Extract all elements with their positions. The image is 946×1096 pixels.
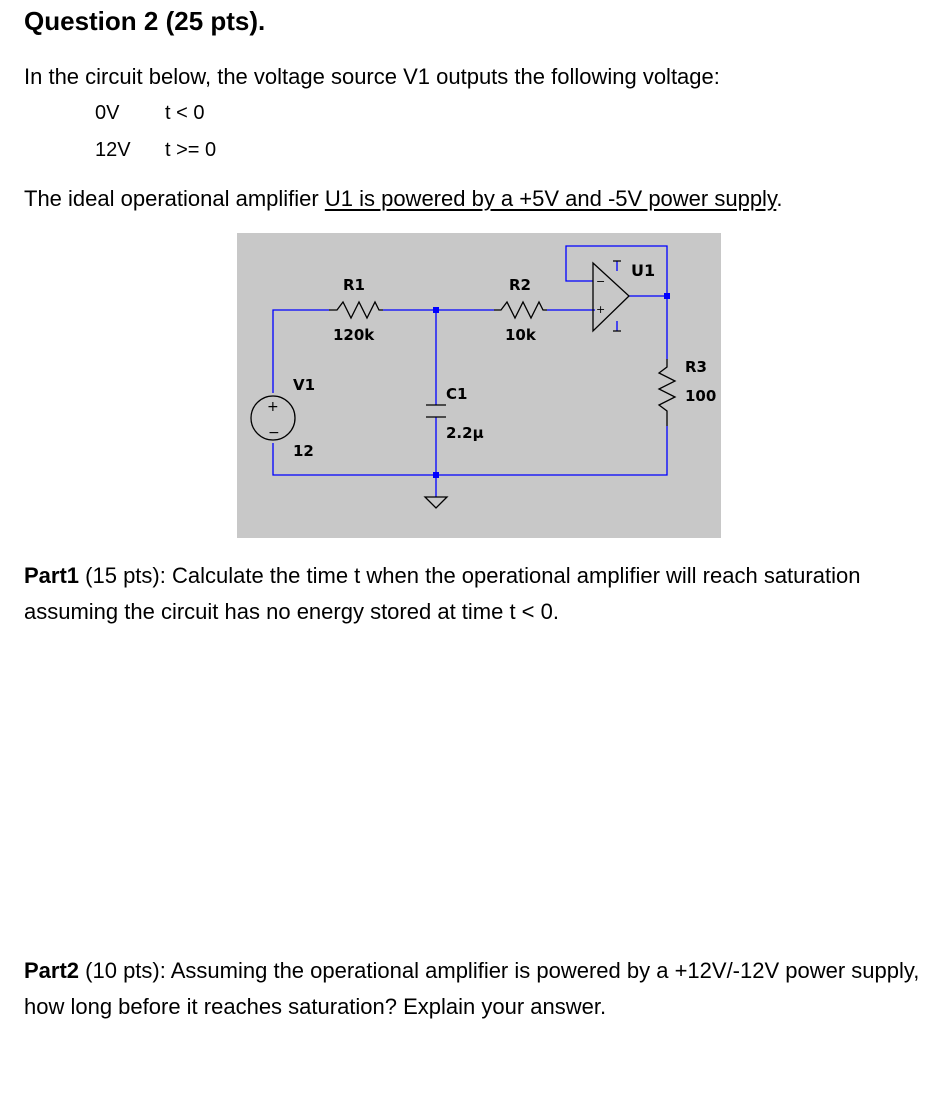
r3-value: 100: [685, 387, 717, 405]
v1-name: V1: [293, 376, 316, 394]
c1-capacitor: [426, 405, 446, 417]
part1-text: (15 pts): Calculate the time t when the operational amplifier will reach saturation assuming the circuit has no energy stored at time t < 0.: [24, 563, 861, 624]
node-ground: [433, 472, 439, 478]
part1-label: Part1: [24, 563, 80, 588]
source-plus-sign: +: [267, 399, 279, 415]
power-supply-statement: [24, 186, 782, 212]
r2-resistor: [494, 302, 547, 318]
ground-icon: [425, 497, 447, 508]
opamp-triangle: [593, 263, 629, 331]
r1-resistor: [329, 302, 383, 318]
r2-value: 10k: [505, 326, 536, 344]
question-title: Question 2 (25 pts).: [24, 6, 266, 36]
circuit-schematic: [237, 233, 721, 538]
node-output: [664, 293, 670, 299]
r1-value: 120k: [333, 326, 375, 344]
voltage-row-1-value: 0V: [95, 102, 120, 124]
opamp-supply-pins: [613, 261, 621, 331]
voltage-row-1-condition: t < 0: [165, 102, 205, 124]
r1-name: R1: [343, 276, 365, 294]
question-intro: In the circuit below, the voltage source V1 outputs the following voltage:: [24, 64, 720, 89]
part1-question: [24, 558, 924, 630]
c1-name: C1: [446, 385, 468, 403]
opamp-plus-input: +: [596, 303, 606, 316]
voltage-row-2-value: 12V: [95, 139, 131, 161]
opamp-minus-input: −: [596, 275, 606, 288]
circuit-diagram: [237, 233, 721, 538]
wires: [273, 246, 667, 497]
r3-name: R3: [685, 358, 707, 376]
supply-suffix: .: [776, 186, 783, 211]
source-minus-sign: −: [268, 425, 280, 441]
r2-name: R2: [509, 276, 531, 294]
opamp-name: U1: [631, 261, 656, 280]
supply-prefix: The ideal operational amplifier: [24, 186, 325, 211]
voltage-row-2-condition: t >= 0: [165, 139, 217, 161]
c1-value: 2.2µ: [446, 424, 484, 442]
node-junction: [433, 307, 439, 313]
supply-underlined: U1 is powered by a +5V and -5V power supply: [324, 186, 777, 211]
part2-text: (10 pts): Assuming the operational amplifier is powered by a +12V/-12V power supply, how long before it reaches saturation? Explain your answer.: [24, 958, 920, 1019]
v1-value: 12: [293, 442, 314, 460]
r3-resistor: [659, 359, 675, 426]
part2-label: Part2: [24, 958, 80, 983]
part2-question: [24, 953, 924, 1025]
